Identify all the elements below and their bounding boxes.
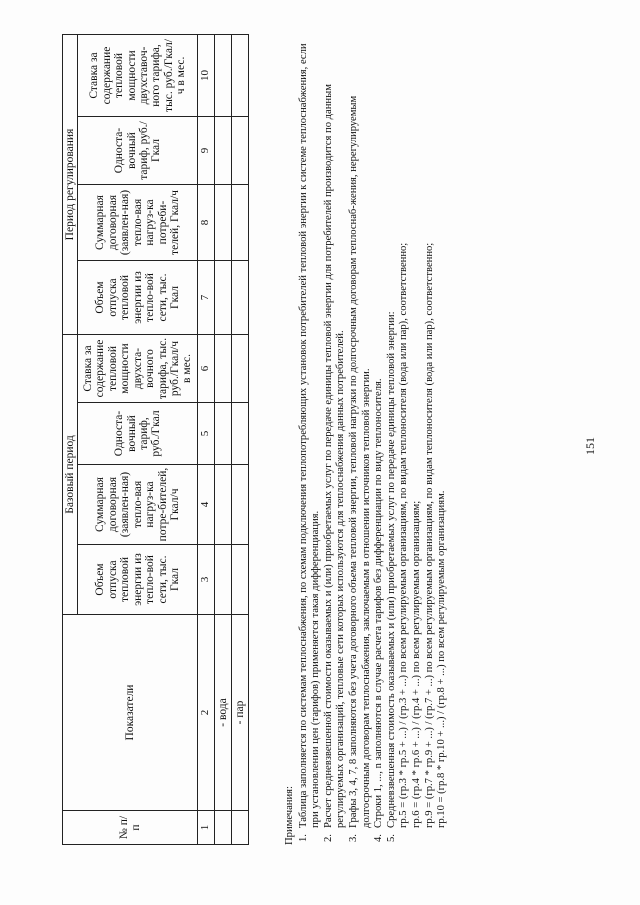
table-cell (215, 185, 232, 261)
table-cell (215, 545, 232, 615)
page-number: 151 (583, 437, 597, 455)
formula-line: гр.6 = (гр.4 * гр.6 + ...) / (гр.4 + ...) по всем регулируемым организациям; (410, 500, 422, 828)
col-number: 4 (198, 465, 215, 545)
regulation-period-header: Период регулирования (63, 34, 78, 334)
col-8-header: Суммарная договорная (заявлен-ная) тепло-вая нагруз-ка потреби-телей, Гкал/ч (78, 185, 198, 261)
col-4-header: Суммарная договорная (заявлен-ная) тепло-вая нагруз-ка потре-бителей, Гкал/ч (78, 465, 198, 545)
col-indicator-header: Показатели (63, 615, 198, 811)
table-cell (215, 34, 232, 116)
formula-line: гр.9 = (гр.7 * гр.9 + ...) / (гр.7 + ...) по всем регулируемым организациям, по видам теплоносителя (вода или пар), соответственно; (423, 242, 435, 828)
col-3-header: Объем отпуска тепловой энергии из тепло-вой сети, тыс. Гкал (78, 545, 198, 615)
table-row (215, 34, 232, 844)
col-number: 9 (198, 117, 215, 185)
col-5-header: Односта-вочный тариф, руб./Гкал (78, 403, 198, 465)
note-item (298, 35, 323, 845)
table-cell (232, 403, 249, 465)
table-cell (232, 811, 249, 845)
table-cell (232, 34, 249, 116)
table-row (232, 34, 249, 844)
column-numbers-row (198, 34, 215, 844)
note-number: 5. (385, 834, 397, 842)
col-number: 10 (198, 34, 215, 116)
formula-line: гр.10 = (гр.8 * гр.10 + ...) / (гр.8 + ...) по всем регулируемым организациям. (436, 490, 448, 828)
note-item (348, 35, 373, 845)
formula-line: гр.5 = (гр.3 * гр.5 + ...) / (гр.3 + ...) по всем регулируемым организациям, по видам теплоносителя (вода или пар), соответственно; (398, 242, 410, 828)
base-period-header: Базовый период (63, 335, 78, 615)
note-item (373, 35, 386, 845)
notes-section (284, 35, 449, 845)
notes-title: Примечания: (284, 786, 295, 845)
table-cell (232, 261, 249, 335)
row-label-steam: - пар (232, 615, 249, 811)
note-text: Средневзвешенная стоимость оказываемых и (или) приобретаемых услуг по передаче единицы тепловой энергии: (385, 311, 397, 828)
table-cell (232, 465, 249, 545)
table-cell (215, 117, 232, 185)
rotated-page (58, 25, 618, 855)
table-cell (215, 465, 232, 545)
col-number: 3 (198, 545, 215, 615)
note-number: 2. (322, 834, 334, 842)
col-number: 1 (198, 811, 215, 845)
note-number: 3. (347, 834, 359, 842)
table-cell (215, 811, 232, 845)
row-label-water: - вода (215, 615, 232, 811)
col-num-header: № п/п (63, 811, 198, 845)
table-cell (232, 117, 249, 185)
table-cell (215, 403, 232, 465)
col-10-header: Ставка за содержание тепловой мощности двухставоч-ного тарифа, тыс. руб./Гкал/ч в мес. (78, 34, 198, 116)
col-7-header: Объем отпуска тепловой энергии из тепло-вой сети, тыс. Гкал (78, 261, 198, 335)
col-9-header: Односта-вочный тариф, руб./Гкал (78, 117, 198, 185)
note-text: Расчет средневзвешенной стоимости оказываемых и (или) приобретаемых услуг по передаче единицы тепловой энергии для потребителей производится по данным регулируемых организаций, тепловые сети которых используются для теплоснабжения данных потребителей. (322, 84, 347, 828)
table-cell (232, 545, 249, 615)
col-number: 6 (198, 335, 215, 403)
note-number: 1. (297, 834, 309, 842)
col-number: 5 (198, 403, 215, 465)
col-number: 8 (198, 185, 215, 261)
table-cell (232, 185, 249, 261)
note-text: Строки 1, ..., n заполняются в случае расчета тарифов без дифференциации по виду теплоносителя. (373, 378, 385, 828)
table-cell (215, 261, 232, 335)
note-number: 4. (373, 834, 385, 842)
tariff-table (62, 34, 249, 845)
table-cell (232, 335, 249, 403)
col-number: 7 (198, 261, 215, 335)
col-6-header: Ставка за содержание тепловой мощности двухста-вочного тарифа, тыс. руб./Гкал/ч в мес. (78, 335, 198, 403)
note-text: Таблица заполняется по системам теплоснабжения, по схемам подключения теплопотребляющих установок потребителей тепловой энергии к системе теплоснабжения, если при установлении цен (тарифов) применяется такая дифференциация. (297, 43, 322, 828)
table-cell (215, 335, 232, 403)
col-number: 2 (198, 615, 215, 811)
note-text: Графы 3, 4, 7, 8 заполняются без учета договорного объема тепловой энергии, тепловой нагрузки по долгосрочным договорам теплоснаб-жения, нерегулируемым долгосрочным договорам теплоснабжения, заключаемым в отношении источников тепловой энергии. (347, 95, 372, 828)
note-item (386, 35, 399, 845)
note-item (323, 35, 348, 845)
